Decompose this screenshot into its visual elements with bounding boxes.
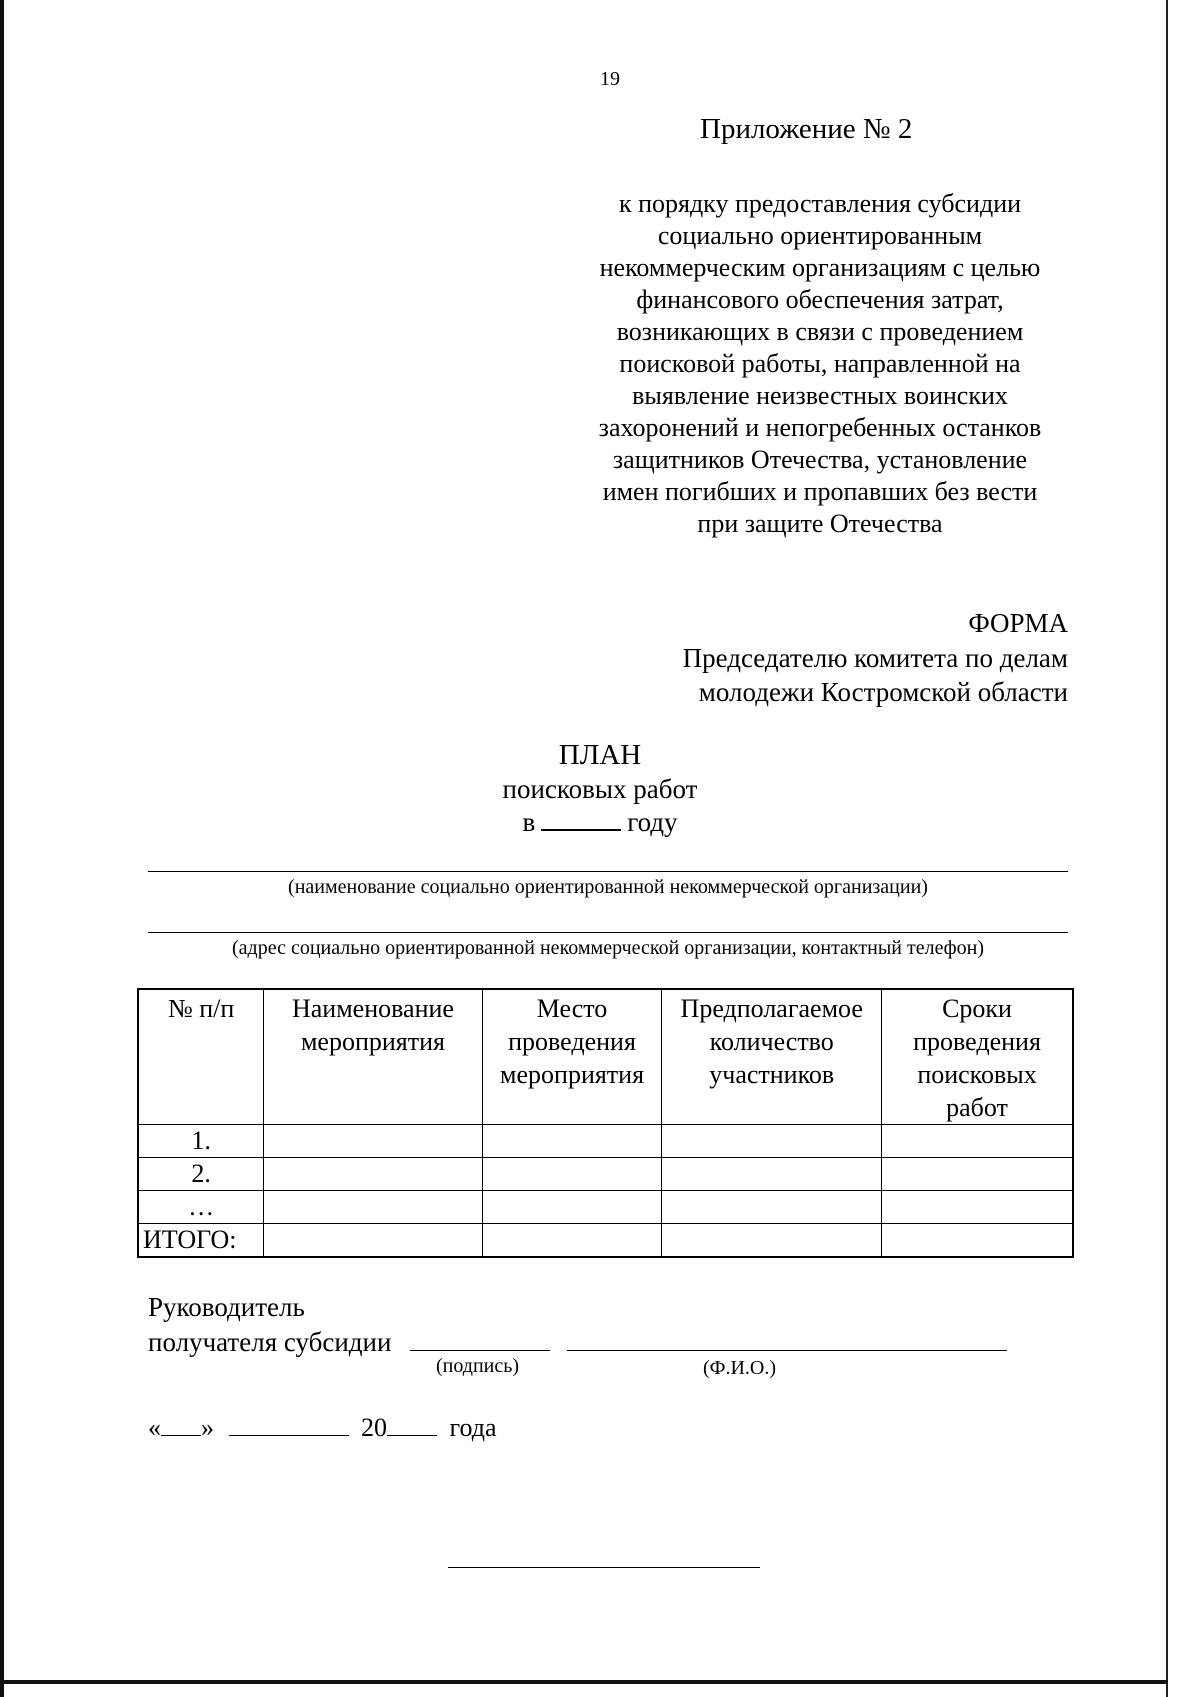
signer-role-label: получателя субсидии [148, 1327, 392, 1357]
appendix-line: к порядку предоставления субсидии [618, 189, 1022, 218]
cell-participants[interactable] [662, 1191, 882, 1224]
cell-event-name[interactable] [264, 1224, 482, 1258]
plan-year-suffix: году [627, 807, 678, 837]
day-blank[interactable] [161, 1413, 201, 1436]
cell-event-place[interactable] [482, 1224, 662, 1258]
signature-caption: (подпись) [436, 1355, 520, 1377]
appendix-line: некоммерческим организациям с целью [599, 253, 1041, 282]
appendix-line: выявление неизвестных воинских [632, 381, 1008, 410]
addressee-line-1: Председателю комитета по делам [682, 643, 1068, 673]
footer-separator-line [448, 1567, 760, 1568]
scan-edge-right [1166, 0, 1168, 1697]
scan-edge-bottom [0, 1680, 1168, 1684]
year-blank[interactable] [541, 807, 621, 831]
addressee-line-2: молодежи Костромской области [698, 677, 1068, 707]
cell-dates[interactable] [882, 1125, 1073, 1158]
table-row [138, 1158, 1073, 1191]
row-number: 2. [138, 1158, 264, 1191]
org-address-caption: (адрес социально ориентированной некоммерческой организации, контактный телефон) [231, 937, 985, 959]
addressee [560, 641, 1068, 709]
signature-block [148, 1290, 1007, 1360]
cell-participants[interactable] [662, 1158, 882, 1191]
plan-year-line [350, 807, 850, 838]
cell-event-place[interactable] [482, 1158, 662, 1191]
header-event-place: Место проведения мероприятия [482, 989, 662, 1125]
signer-role-line-2 [148, 1325, 1007, 1360]
org-address-line[interactable] [148, 932, 1068, 933]
form-label: ФОРМА [968, 608, 1068, 638]
date-open-quote: « [148, 1413, 161, 1442]
signature-blank[interactable] [410, 1328, 550, 1351]
cell-event-name[interactable] [264, 1158, 482, 1191]
date-suffix: года [449, 1413, 497, 1442]
header-participants: Предполагаемое количество участников [662, 989, 882, 1125]
header-number: № п/п [138, 989, 264, 1125]
plan-year-prefix: в [522, 807, 536, 837]
date-close-quote: » [201, 1413, 214, 1442]
org-name-caption: (наименование социально ориентированной некоммерческой организации) [288, 876, 928, 898]
cell-event-place[interactable] [482, 1191, 662, 1224]
org-name-line[interactable] [148, 871, 1068, 872]
appendix-line: социально ориентированным [657, 221, 983, 250]
full-name-blank[interactable] [567, 1328, 1007, 1351]
appendix-line: захоронений и непогребенных останков [598, 413, 1042, 442]
year-digits-blank[interactable] [387, 1413, 437, 1436]
appendix-line: возникающих в связи с проведением [616, 317, 1024, 346]
table-header-row [138, 989, 1073, 1125]
appendix-line: поисковой работы, направленной на [619, 349, 1021, 378]
month-blank[interactable] [229, 1413, 349, 1436]
cell-dates[interactable] [882, 1191, 1073, 1224]
cell-dates[interactable] [882, 1224, 1073, 1258]
total-label: ИТОГО: [138, 1224, 264, 1258]
header-dates: Сроки проведения поисковых работ [882, 989, 1073, 1125]
plan-table [137, 988, 1074, 1258]
signer-role-line-1: Руководитель [148, 1292, 305, 1322]
page-number: 19 [600, 68, 620, 90]
appendix-line: при защите Отечества [697, 509, 943, 538]
cell-event-place[interactable] [482, 1125, 662, 1158]
cell-event-name[interactable] [264, 1125, 482, 1158]
row-number: 1. [138, 1125, 264, 1158]
full-name-caption: (Ф.И.О.) [703, 1357, 777, 1379]
header-event-name: Наименование мероприятия [264, 989, 482, 1125]
date-century: 20 [361, 1413, 387, 1442]
date-line [148, 1413, 497, 1443]
table-total-row [138, 1224, 1073, 1258]
plan-subtitle: поисковых работ [502, 774, 698, 804]
appendix-line: имен погибших и пропавших без вести [602, 477, 1038, 506]
cell-participants[interactable] [662, 1224, 882, 1258]
table-row [138, 1125, 1073, 1158]
cell-dates[interactable] [882, 1158, 1073, 1191]
table-row [138, 1191, 1073, 1224]
appendix-description [560, 188, 1080, 540]
row-number: … [138, 1191, 264, 1224]
appendix-title: Приложение № 2 [700, 113, 913, 145]
plan-title: ПЛАН [558, 739, 642, 771]
cell-event-name[interactable] [264, 1191, 482, 1224]
cell-participants[interactable] [662, 1125, 882, 1158]
appendix-line: защитников Отечества, установление [612, 445, 1028, 474]
appendix-line: финансового обеспечения затрат, [636, 285, 1004, 314]
scan-edge-left [0, 0, 4, 1697]
